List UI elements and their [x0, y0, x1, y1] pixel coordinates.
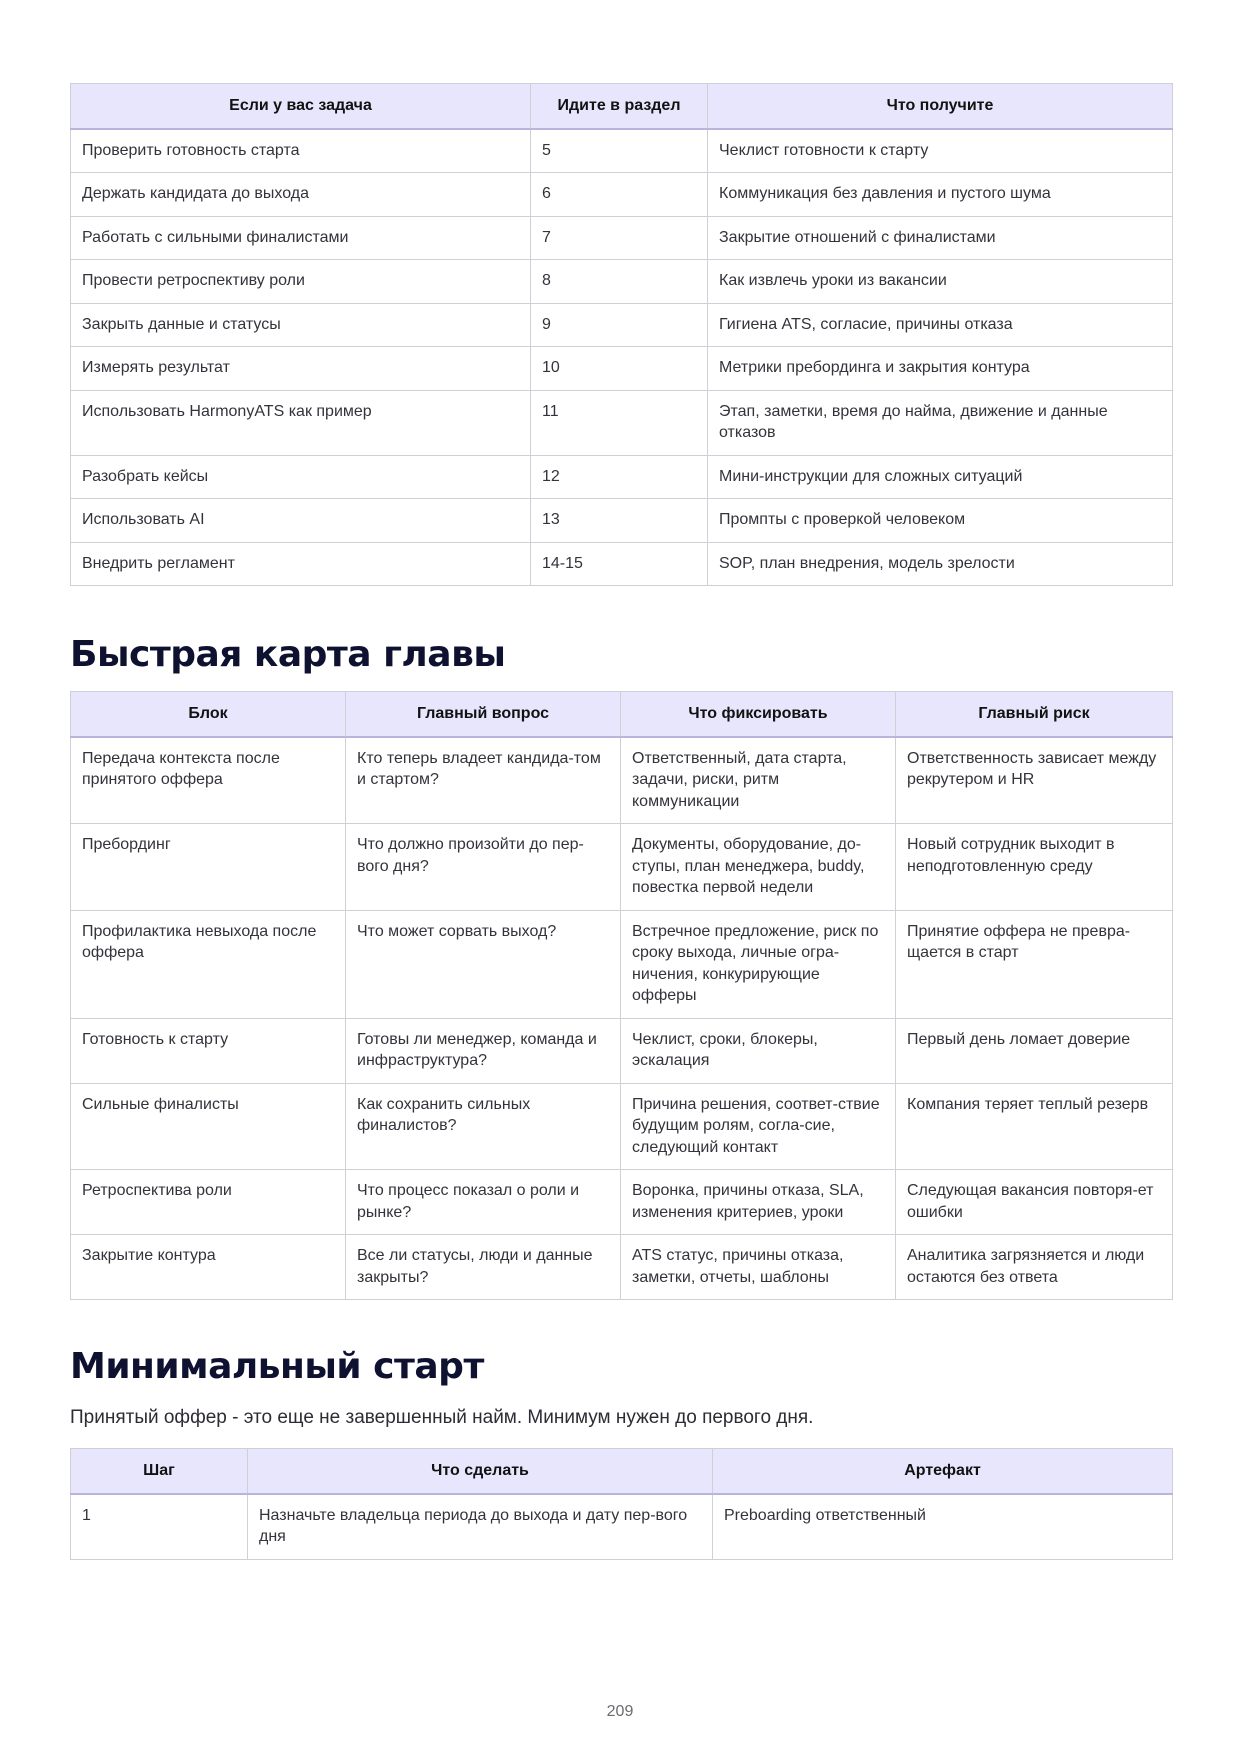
question-cell: Что может сорвать выход? — [346, 910, 621, 1018]
table-row — [71, 1494, 1173, 1560]
table-row — [71, 1170, 1173, 1235]
table-row — [71, 390, 1173, 455]
result-cell: Метрики пребординга и закрытия контура — [708, 347, 1173, 391]
record-cell: ATS статус, причины отказа, заметки, отчеты, шаблоны — [621, 1235, 896, 1300]
task-cell: Проверить готовность старта — [71, 129, 531, 173]
record-cell: Встречное предложение, риск по сроку выхода, личные огра-ничения, конкурирующие офферы — [621, 910, 896, 1018]
section-heading-minimal-start: Минимальный старт — [70, 1346, 484, 1387]
task-cell: Измерять результат — [71, 347, 531, 391]
task-cell: Работать с сильными финалистами — [71, 216, 531, 260]
section-cell: 7 — [531, 216, 708, 260]
question-cell: Как сохранить сильных финалистов? — [346, 1083, 621, 1170]
table-header-row — [71, 1449, 1173, 1494]
task-cell: Держать кандидата до выхода — [71, 173, 531, 217]
question-cell: Что должно произойти до пер-вого дня? — [346, 824, 621, 911]
table-row — [71, 303, 1173, 347]
table-header-row — [71, 84, 1173, 129]
table-row — [71, 455, 1173, 499]
column-header: Главный вопрос — [346, 692, 621, 737]
column-header: Блок — [71, 692, 346, 737]
table-row — [71, 216, 1173, 260]
table-row — [71, 737, 1173, 824]
task-cell: Внедрить регламент — [71, 542, 531, 586]
action-cell: Назначьте владельца периода до выхода и дату пер-вого дня — [248, 1494, 713, 1560]
block-cell: Ретроспектива роли — [71, 1170, 346, 1235]
task-cell: Использовать HarmonyATS как пример — [71, 390, 531, 455]
question-cell: Все ли статусы, люди и данные закрыты? — [346, 1235, 621, 1300]
result-cell: SOP, план внедрения, модель зрелости — [708, 542, 1173, 586]
block-cell: Готовность к старту — [71, 1018, 346, 1083]
block-cell: Закрытие контура — [71, 1235, 346, 1300]
table-row — [71, 173, 1173, 217]
minimal-start-table — [70, 1448, 1173, 1560]
task-cell: Разобрать кейсы — [71, 455, 531, 499]
table-row — [71, 129, 1173, 173]
navigation-table — [70, 83, 1173, 586]
record-cell: Воронка, причины отказа, SLA, изменения критериев, уроки — [621, 1170, 896, 1235]
column-header: Идите в раздел — [531, 84, 708, 129]
section-cell: 13 — [531, 499, 708, 543]
table-row — [71, 542, 1173, 586]
risk-cell: Следующая вакансия повторя-ет ошибки — [896, 1170, 1173, 1235]
section-heading-chapter-map: Быстрая карта главы — [70, 634, 506, 675]
record-cell: Причина решения, соответ-ствие будущим ролям, согла-сие, следующий контакт — [621, 1083, 896, 1170]
block-cell: Передача контекста после принятого оффера — [71, 737, 346, 824]
section-cell: 10 — [531, 347, 708, 391]
question-cell: Готовы ли менеджер, команда и инфраструктура? — [346, 1018, 621, 1083]
result-cell: Промпты с проверкой человеком — [708, 499, 1173, 543]
question-cell: Что процесс показал о роли и рынке? — [346, 1170, 621, 1235]
column-header: Что сделать — [248, 1449, 713, 1494]
section-lead-text: Принятый оффер - это еще не завершенный найм. Минимум нужен до первого дня. — [70, 1407, 814, 1428]
column-header: Главный риск — [896, 692, 1173, 737]
question-cell: Кто теперь владеет кандида-том и стартом? — [346, 737, 621, 824]
risk-cell: Новый сотрудник выходит в неподготовленную среду — [896, 824, 1173, 911]
block-cell: Пребординг — [71, 824, 346, 911]
record-cell: Чеклист, сроки, блокеры, эскалация — [621, 1018, 896, 1083]
record-cell: Документы, оборудование, до-ступы, план менеджера, buddy, повестка первой недели — [621, 824, 896, 911]
result-cell: Этап, заметки, время до найма, движение и данные отказов — [708, 390, 1173, 455]
result-cell: Коммуникация без давления и пустого шума — [708, 173, 1173, 217]
table-row — [71, 824, 1173, 911]
result-cell: Как извлечь уроки из вакансии — [708, 260, 1173, 304]
table-row — [71, 499, 1173, 543]
section-cell: 8 — [531, 260, 708, 304]
column-header: Если у вас задача — [71, 84, 531, 129]
chapter-map-table — [70, 691, 1173, 1300]
result-cell: Чеклист готовности к старту — [708, 129, 1173, 173]
table-row — [71, 910, 1173, 1018]
section-cell: 5 — [531, 129, 708, 173]
table-row — [71, 1083, 1173, 1170]
task-cell: Использовать AI — [71, 499, 531, 543]
step-cell: 1 — [71, 1494, 248, 1560]
section-cell: 6 — [531, 173, 708, 217]
result-cell: Закрытие отношений с финалистами — [708, 216, 1173, 260]
risk-cell: Принятие оффера не превра-щается в старт — [896, 910, 1173, 1018]
block-cell: Сильные финалисты — [71, 1083, 346, 1170]
table-row — [71, 260, 1173, 304]
column-header: Что получите — [708, 84, 1173, 129]
section-cell: 12 — [531, 455, 708, 499]
page-number: 209 — [606, 1703, 634, 1720]
risk-cell: Ответственность зависает между рекрутером и HR — [896, 737, 1173, 824]
column-header: Артефакт — [713, 1449, 1173, 1494]
result-cell: Мини-инструкции для сложных ситуаций — [708, 455, 1173, 499]
risk-cell: Компания теряет теплый резерв — [896, 1083, 1173, 1170]
record-cell: Ответственный, дата старта, задачи, риски, ритм коммуникации — [621, 737, 896, 824]
section-cell: 11 — [531, 390, 708, 455]
section-cell: 9 — [531, 303, 708, 347]
risk-cell: Первый день ломает доверие — [896, 1018, 1173, 1083]
result-cell: Гигиена ATS, согласие, причины отказа — [708, 303, 1173, 347]
column-header: Что фиксировать — [621, 692, 896, 737]
task-cell: Закрыть данные и статусы — [71, 303, 531, 347]
block-cell: Профилактика невыхода после оффера — [71, 910, 346, 1018]
table-row — [71, 1018, 1173, 1083]
section-cell: 14-15 — [531, 542, 708, 586]
table-header-row — [71, 692, 1173, 737]
table-row — [71, 347, 1173, 391]
table-row — [71, 1235, 1173, 1300]
risk-cell: Аналитика загрязняется и люди остаются без ответа — [896, 1235, 1173, 1300]
task-cell: Провести ретроспективу роли — [71, 260, 531, 304]
page-content — [70, 83, 1172, 1560]
artifact-cell: Preboarding ответственный — [713, 1494, 1173, 1560]
column-header: Шаг — [71, 1449, 248, 1494]
